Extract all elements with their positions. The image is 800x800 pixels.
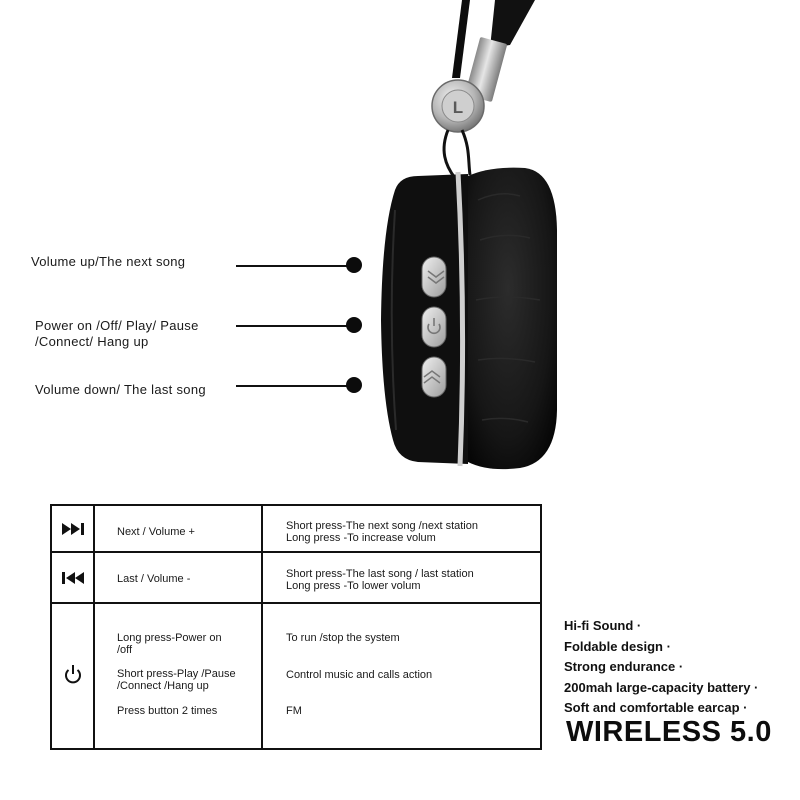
callout-power-line1: Power on /Off/ Play/ Pause [35, 318, 199, 333]
left-side-marker: L [452, 98, 464, 117]
next-track-icon [52, 506, 93, 551]
table-row [52, 553, 540, 604]
action-text: Short press-The last song / last station Long press -To lower volum [286, 568, 474, 592]
function-label: Next / Volume + [117, 526, 195, 538]
power-icon [52, 604, 93, 744]
function-label: Last / Volume - [117, 573, 191, 585]
feature-item: 200mah large-capacity battery · [564, 679, 759, 695]
action-text: Short press-The next song /next station Long press -To increase volum [286, 520, 478, 544]
callout-volume-up: Volume up/The next song [31, 254, 186, 269]
ear-pad [468, 168, 557, 469]
function-label: Press button 2 times [117, 705, 218, 717]
leader-line-volume-down [236, 385, 352, 387]
previous-track-icon [52, 553, 93, 602]
feature-list [564, 616, 758, 719]
feature-item: Soft and comfortable earcap · [564, 700, 748, 716]
headphone-earcup-illustration [370, 0, 590, 480]
callout-power-line2: /Connect/ Hang up [35, 334, 149, 349]
function-label: Long press-Power on /off [117, 632, 222, 656]
controls-table [50, 504, 542, 750]
volume-up-button[interactable] [422, 257, 446, 297]
feature-item: Foldable design · [564, 638, 671, 654]
volume-down-button[interactable] [422, 357, 446, 397]
table-row [52, 506, 540, 553]
callout-dot-volume-down [346, 377, 362, 393]
power-button[interactable] [422, 307, 446, 347]
leader-line-volume-up [236, 265, 352, 267]
function-label: Short press-Play /Pause /Connect /Hang up [117, 668, 236, 692]
callout-volume-down: Volume down/ The last song [35, 382, 206, 397]
action-text: To run /stop the system [286, 632, 400, 644]
headband-wire [452, 0, 470, 78]
action-text: FM [286, 705, 302, 717]
action-text: Control music and calls action [286, 669, 433, 681]
callout-dot-volume-up [346, 257, 362, 273]
headline: WIRELESS 5.0 [566, 716, 772, 748]
cable [444, 130, 470, 178]
leader-line-power [236, 325, 352, 327]
table-row [52, 604, 540, 748]
callout-dot-power [346, 317, 362, 333]
callout-power [35, 318, 199, 350]
feature-item: Strong endurance · [564, 659, 684, 675]
feature-item: Hi-fi Sound · [564, 618, 642, 633]
headband-arm [490, 0, 535, 48]
